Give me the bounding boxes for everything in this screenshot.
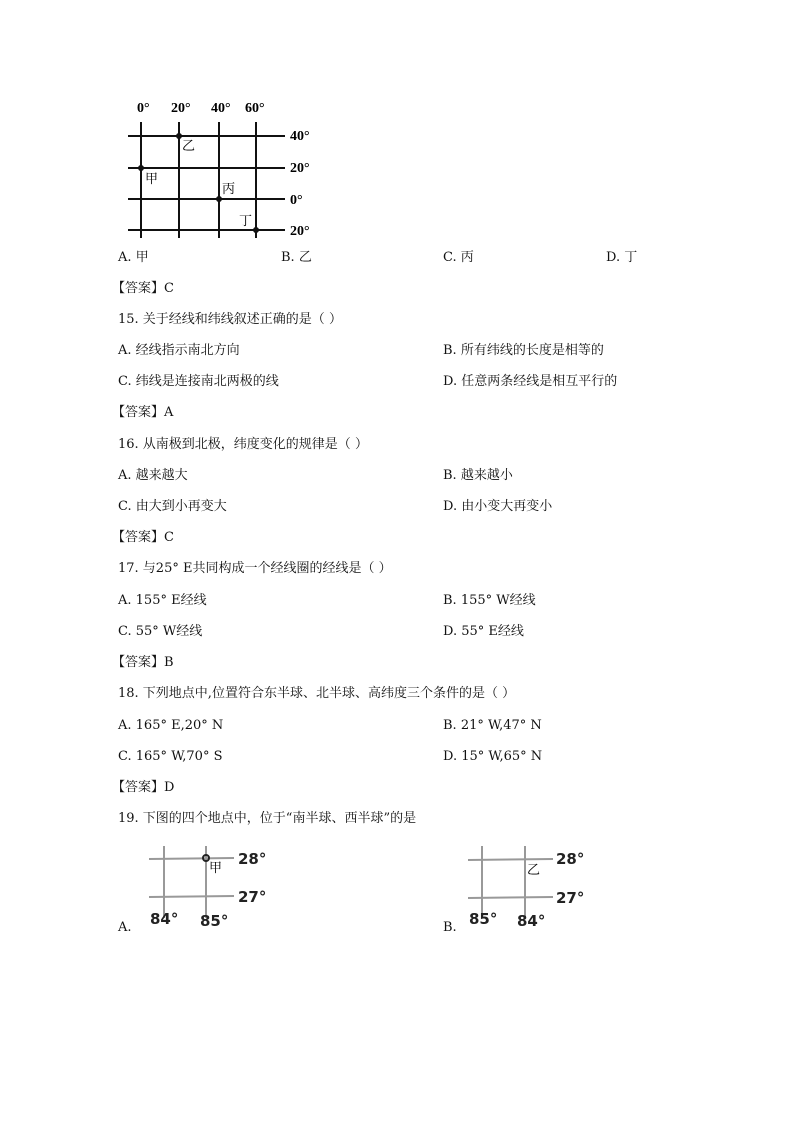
lat-label: 27° — [238, 888, 267, 906]
lon-label: 0° — [137, 101, 150, 116]
lon-label: 85° — [469, 910, 498, 928]
option-b: B. 所有纬线的长度是相等的 — [443, 343, 604, 358]
option-a: A. 越来越大 — [118, 468, 188, 483]
answer: 【答案】C — [112, 530, 174, 545]
option-d: D. 55° E经线 — [443, 624, 524, 639]
option-b: B. — [443, 920, 457, 935]
point-label: 丁 — [239, 214, 253, 229]
option-d: D. 丁 — [606, 250, 638, 265]
option-a: A. — [118, 920, 132, 935]
option-a: A. 甲 — [118, 250, 149, 265]
question-stem: 16. 从南极到北极，纬度变化的规律是（ ） — [118, 437, 368, 452]
lat-label: 0° — [290, 193, 303, 208]
question-stem: 17. 与25° E共同构成一个经线圈的经线是（ ） — [118, 561, 392, 576]
answer: 【答案】D — [112, 780, 175, 795]
q19-diagram-b — [468, 846, 553, 918]
option-c: C. 55° W经线 — [118, 624, 203, 639]
point-label: 乙 — [182, 139, 196, 154]
lon-label: 85° — [200, 912, 229, 930]
lat-label: 28° — [238, 850, 267, 868]
option-c: C. 纬线是连接南北两极的线 — [118, 374, 279, 389]
lon-label: 20° — [171, 101, 191, 116]
option-d: D. 15° W,65° N — [443, 749, 543, 764]
option-b: B. 155° W经线 — [443, 593, 536, 608]
point-label: 丙 — [222, 182, 236, 197]
lon-label: 60° — [245, 101, 265, 116]
question-stem: 18. 下列地点中,位置符合东半球、北半球、高纬度三个条件的是（ ） — [118, 686, 516, 701]
q19-diagram-a — [149, 846, 234, 918]
answer: 【答案】A — [112, 405, 174, 420]
option-c: C. 丙 — [443, 250, 474, 265]
lon-label: 84° — [150, 910, 179, 928]
option-c: C. 165° W,70° S — [118, 749, 223, 764]
option-d: D. 由小变大再变小 — [443, 499, 553, 514]
point-label: 乙 — [527, 863, 541, 878]
option-b: B. 乙 — [281, 250, 312, 265]
point-jia — [138, 165, 144, 171]
option-c: C. 由大到小再变大 — [118, 499, 227, 514]
lat-label: 27° — [556, 889, 585, 907]
answer: 【答案】C — [112, 281, 174, 296]
lat-label: 40° — [290, 129, 310, 144]
option-a: A. 经线指示南北方向 — [118, 343, 240, 358]
point-ding — [253, 227, 259, 233]
option-b: B. 21° W,47° N — [443, 718, 542, 733]
question-stem: 19. 下图的四个地点中，位于“南半球、西半球”的是 — [118, 811, 417, 826]
option-d: D. 任意两条经线是相互平行的 — [443, 374, 618, 389]
lat-label: 20° — [290, 161, 310, 176]
option-a: A. 155° E经线 — [118, 593, 207, 608]
point-label: 甲 — [145, 172, 159, 187]
lon-label: 84° — [517, 912, 546, 930]
point-label: 甲 — [209, 861, 223, 876]
lat-label: 20° — [290, 224, 310, 239]
lon-label: 40° — [211, 101, 231, 116]
option-a: A. 165° E,20° N — [118, 718, 224, 733]
question-stem: 15. 关于经线和纬线叙述正确的是（ ） — [118, 312, 342, 327]
answer: 【答案】B — [112, 655, 174, 670]
option-b: B. 越来越小 — [443, 468, 513, 483]
lat-label: 28° — [556, 850, 585, 868]
